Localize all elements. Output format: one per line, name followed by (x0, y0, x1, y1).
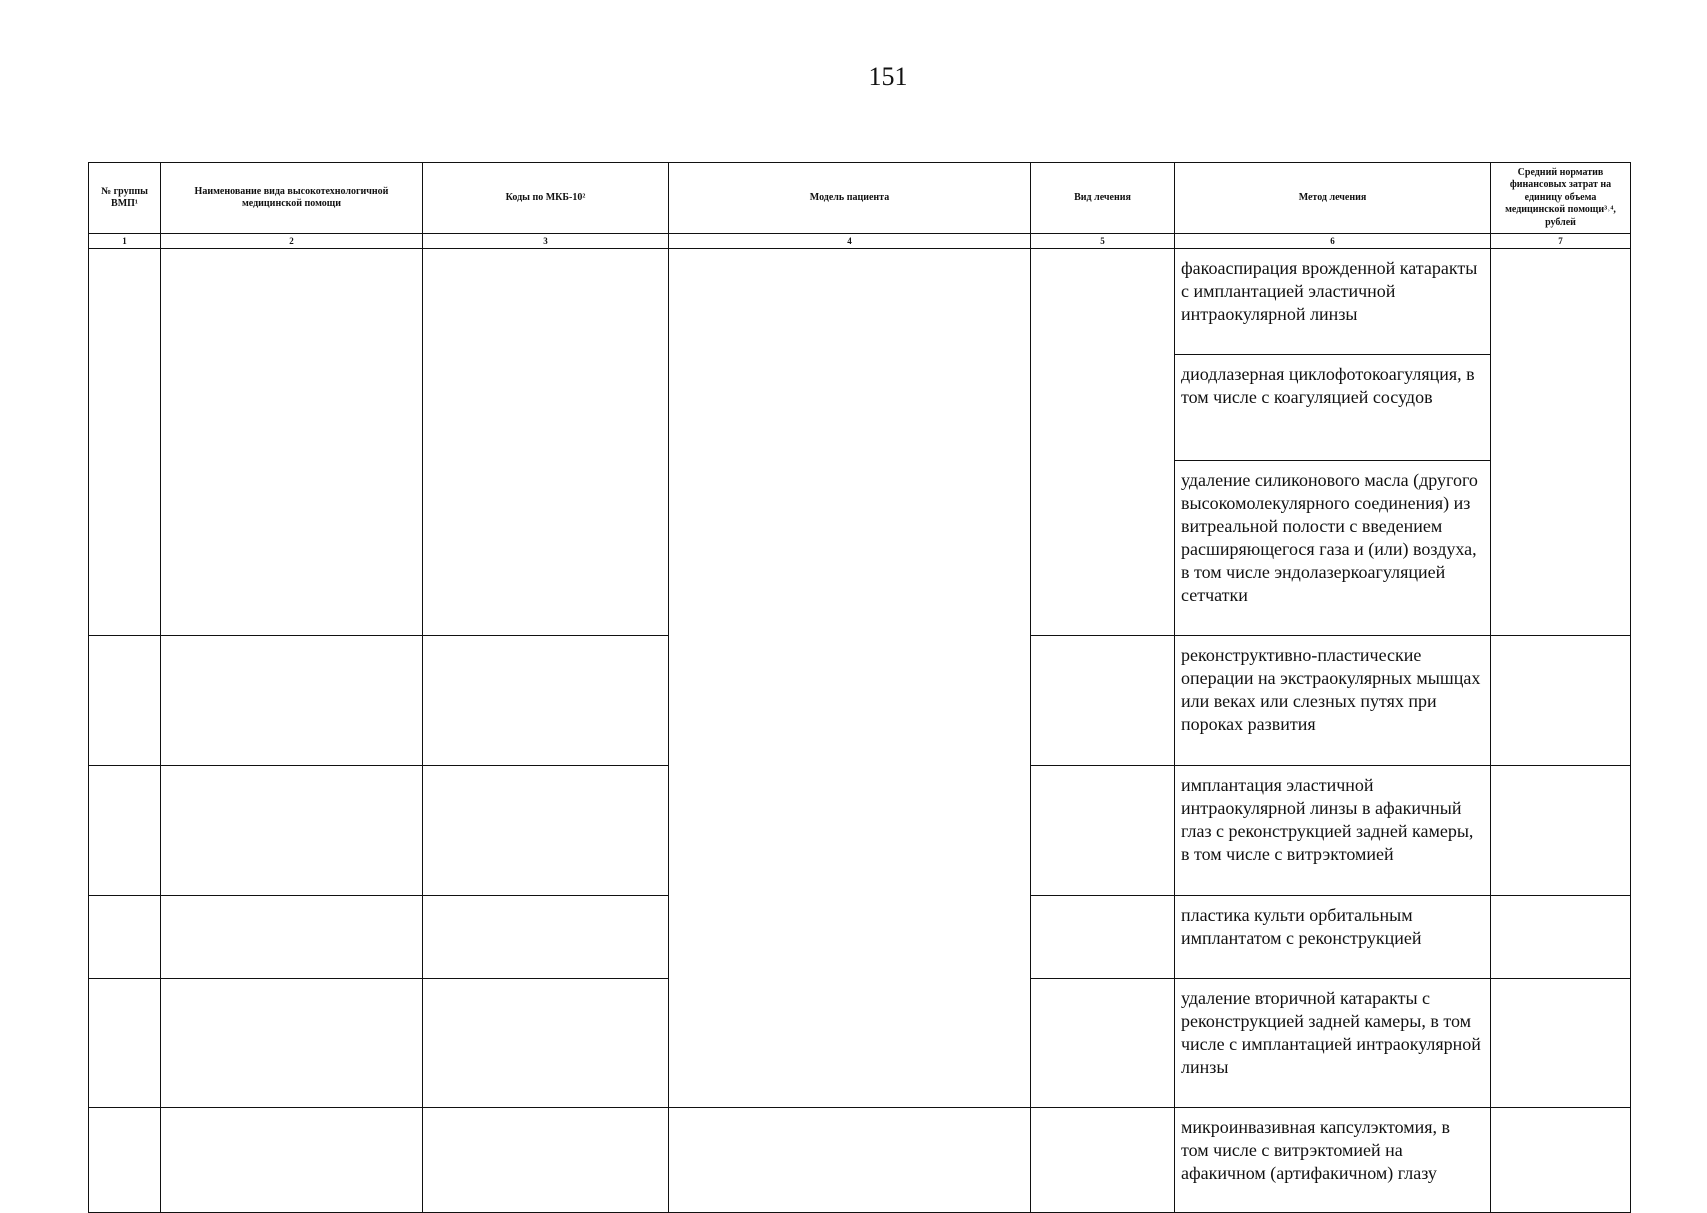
treatment-method-cell: удаление силиконового масла (другого высокомолекулярного соединения) из витреальной полости с введением расширяющегося газа и (или) воздуха, в том числе эндолазеркоагуляцией сетчатки (1175, 461, 1491, 636)
empty-cell (1491, 1108, 1631, 1213)
empty-cell (1031, 766, 1175, 896)
empty-cell (1031, 979, 1175, 1108)
empty-cell (1491, 896, 1631, 979)
treatment-method-cell: имплантация эластичной интраокулярной линзы в афакичный глаз с реконструкцией задней камеры, в том числе с витрэктомией (1175, 766, 1491, 896)
empty-cell (161, 636, 423, 766)
page-number: 151 (868, 62, 908, 91)
table-row (89, 249, 1631, 355)
empty-cell (423, 249, 669, 636)
empty-cell (1491, 766, 1631, 896)
empty-cell (1491, 636, 1631, 766)
empty-cell (423, 979, 669, 1108)
empty-cell (89, 249, 161, 636)
empty-cell (1031, 249, 1175, 636)
empty-cell (89, 636, 161, 766)
empty-cell (423, 1108, 669, 1213)
empty-cell (89, 1108, 161, 1213)
column-number: 6 (1175, 234, 1491, 249)
header-row (89, 163, 1631, 234)
empty-cell (1491, 979, 1631, 1108)
column-number: 1 (89, 234, 161, 249)
empty-cell (423, 766, 669, 896)
treatment-method-cell: диодлазерная циклофотокоагуляция, в том числе с коагуляцией сосудов (1175, 355, 1491, 461)
treatment-method-cell: факоаспирация врожденной катаракты с имплантацией эластичной интраокулярной линзы (1175, 249, 1491, 355)
table-row (89, 1108, 1631, 1213)
column-number: 2 (161, 234, 423, 249)
empty-cell (89, 896, 161, 979)
empty-cell (161, 766, 423, 896)
empty-cell (423, 636, 669, 766)
empty-cell (1491, 249, 1631, 636)
treatment-method-cell: пластика культи орбитальным имплантатом с реконструкцией (1175, 896, 1491, 979)
empty-cell (89, 766, 161, 896)
column-number: 5 (1031, 234, 1175, 249)
empty-cell (89, 979, 161, 1108)
empty-cell (669, 1108, 1031, 1213)
empty-cell (1031, 896, 1175, 979)
header-group-number: № группы ВМП¹ (89, 163, 161, 234)
column-number-row (89, 234, 1631, 249)
vmp-table (88, 162, 1631, 1213)
header-treatment-method: Метод лечения (1175, 163, 1491, 234)
empty-cell (161, 979, 423, 1108)
empty-cell (161, 249, 423, 636)
column-number: 3 (423, 234, 669, 249)
treatment-method-cell: реконструктивно-пластические операции на экстраокулярных мышцах или веках или слезных путях при пороках развития (1175, 636, 1491, 766)
column-number: 4 (669, 234, 1031, 249)
header-patient-model: Модель пациента (669, 163, 1031, 234)
column-number: 7 (1491, 234, 1631, 249)
empty-cell (669, 249, 1031, 1108)
header-care-type-name: Наименование вида высокотехнологичной медицинской помощи (161, 163, 423, 234)
empty-cell (423, 896, 669, 979)
header-icd10-codes: Коды по МКБ-10² (423, 163, 669, 234)
empty-cell (161, 896, 423, 979)
header-treatment-type: Вид лечения (1031, 163, 1175, 234)
treatment-method-cell: микроинвазивная капсулэктомия, в том числе с витрэктомией на афакичном (артифакичном) глазу (1175, 1108, 1491, 1213)
empty-cell (1031, 636, 1175, 766)
treatment-method-cell: удаление вторичной катаракты с реконструкцией задней камеры, в том числе с имплантацией интраокулярной линзы (1175, 979, 1491, 1108)
header-cost-standard: Средний норматив финансовых затрат на единицу объема медицинской помощи³˒⁴, рублей (1491, 163, 1631, 234)
empty-cell (1031, 1108, 1175, 1213)
empty-cell (161, 1108, 423, 1213)
